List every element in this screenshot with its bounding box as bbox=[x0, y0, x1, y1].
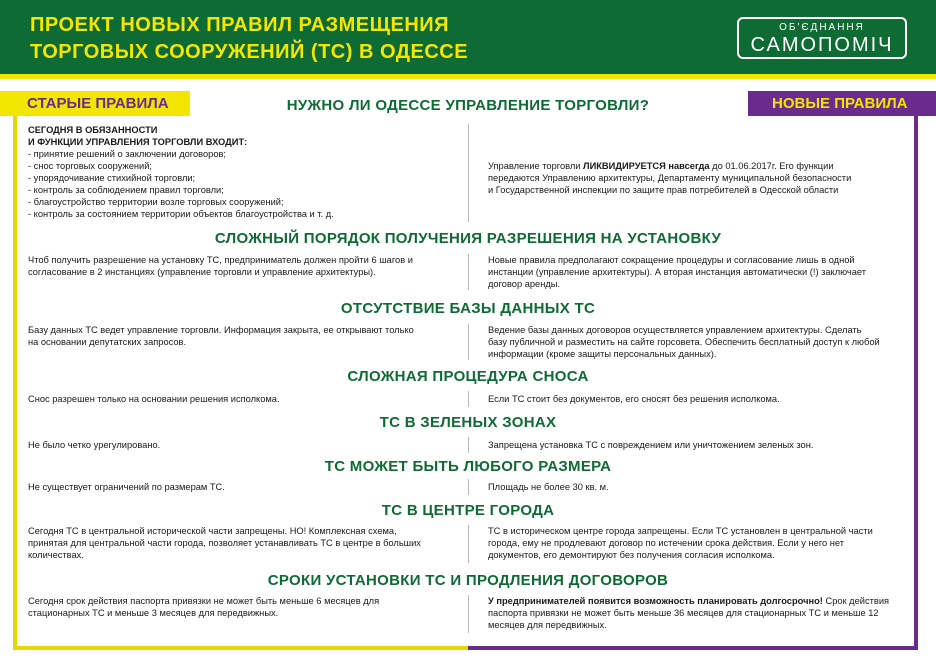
new-text-line: месяцев для передвижных. bbox=[488, 620, 607, 630]
old-text-line: согласование в 2 инстанциях (управление торговли и управление архитектуры). bbox=[28, 267, 376, 277]
old-text-line: принятая для центральной части города, позволяет устанавливать ТС в центре в больших bbox=[28, 538, 421, 548]
new-text-line: города, ему не продлевают договор по истечении срока действия. Если у него нет bbox=[488, 538, 845, 548]
old-list-item: - принятие решений о заключении договоров; bbox=[28, 149, 227, 159]
new-text-pre: Управление торговли bbox=[488, 161, 584, 171]
new-text-post: до 01.06.2017г. Его функции bbox=[709, 161, 834, 171]
header-yellow-stripe bbox=[0, 74, 936, 79]
new-text-line: Ведение базы данных договоров осуществляется управлением архитектуры. Сделать bbox=[488, 325, 862, 335]
new-text-bold: У предпринимателей появится возможность планировать долгосрочно! bbox=[488, 596, 823, 606]
old-list-item: - благоустройство территории возле торговых сооружений; bbox=[28, 197, 284, 207]
new-text-line: передаются Управлению архитектуры, Департаменту муниципальной безопасности bbox=[488, 173, 852, 183]
new-text-line: паспорта привязки не может быть меньше 36 месяцев для стационарных ТС и меньше 12 bbox=[488, 608, 879, 618]
column-divider bbox=[468, 124, 469, 222]
section-new-text bbox=[488, 595, 906, 631]
new-text-line: Новые правила предполагают сокращение процедуры и согласование лишь в одной bbox=[488, 255, 855, 265]
samopomich-logo bbox=[737, 17, 907, 59]
new-text-line: и Государственной инспекции по защите прав потребителей в Одесской области bbox=[488, 185, 839, 195]
old-list-item: - контроль за соблюдением правил торговли; bbox=[28, 185, 224, 195]
new-text-line: Если ТС стоит без документов, его сносят без решения исполкома. bbox=[488, 394, 780, 404]
new-text-line: Запрещена установка ТС с повреждением или уничтожением зеленых зон. bbox=[488, 440, 814, 450]
old-title-line: СЕГОДНЯ В ОБЯЗАННОСТИ bbox=[28, 125, 158, 135]
section-heading: ТС МОЖЕТ БЫТЬ ЛЮБОГО РАЗМЕРА bbox=[324, 458, 612, 475]
old-list-item: - контроль за состоянием территории объектов благоустройства и т. д. bbox=[28, 209, 334, 219]
section-heading: СРОКИ УСТАНОВКИ ТС И ПРОДЛЕНИЯ ДОГОВОРОВ bbox=[267, 572, 669, 589]
section-old-text bbox=[28, 439, 458, 451]
old-text-line: Не было четко урегулировано. bbox=[28, 440, 161, 450]
old-title-line: И ФУНКЦИИ УПРАВЛЕНИЯ ТОРГОВЛИ ВХОДИТ: bbox=[28, 137, 248, 147]
new-text-line: ТС в историческом центре города запрещены. Если ТС установлен в центральной части bbox=[488, 526, 873, 536]
new-text-line: базу публичной и разместить на сайте горсовета. Обеспечить бесплатный доступ к любой bbox=[488, 337, 880, 347]
section-old-text bbox=[28, 324, 458, 348]
new-text-post: Срок действия bbox=[822, 596, 890, 606]
section-heading: ОТСУТСТВИЕ БАЗЫ ДАННЫХ ТС bbox=[340, 300, 596, 317]
new-text-line: Площадь не более 30 кв. м. bbox=[488, 482, 609, 492]
section-heading: СЛОЖНАЯ ПРОЦЕДУРА СНОСА bbox=[347, 368, 589, 385]
old-text-line: Снос разрешен только на основании решения исполкома. bbox=[28, 394, 280, 404]
section-new-text bbox=[488, 324, 906, 360]
old-text-line: Не существует ограничений по размерам ТС. bbox=[28, 482, 225, 492]
new-text-line: информации (кроме защиты персональных данных). bbox=[488, 349, 717, 359]
header-banner bbox=[0, 0, 936, 74]
column-divider bbox=[468, 437, 469, 453]
section-old-text bbox=[28, 595, 458, 619]
page-title bbox=[30, 12, 468, 66]
column-divider bbox=[468, 391, 469, 407]
section-old-text bbox=[28, 124, 458, 220]
column-divider bbox=[468, 324, 469, 360]
new-text-line bbox=[488, 160, 906, 172]
column-divider bbox=[468, 479, 469, 495]
new-text-bold: ЛИКВИДИРУЕТСЯ навсегда bbox=[583, 161, 710, 171]
section-old-text bbox=[28, 481, 458, 493]
column-divider bbox=[468, 254, 469, 290]
column-divider bbox=[468, 525, 469, 563]
new-text-line: договор аренды. bbox=[488, 279, 561, 289]
old-rules-tab: СТАРЫЕ ПРАВИЛА bbox=[0, 91, 190, 116]
new-text-line: документов, его демонтируют без получения согласия исполкома. bbox=[488, 550, 775, 560]
section-new-text bbox=[488, 254, 906, 290]
new-rules-frame-bottom bbox=[468, 646, 918, 650]
old-text-line: Сегодня срок действия паспорта привязки не может быть меньше 6 месяцев для bbox=[28, 596, 380, 606]
new-text-line bbox=[488, 595, 906, 607]
old-text-line: Чтоб получить разрешение на установку ТС, предприниматель должен пройти 6 шагов и bbox=[28, 255, 413, 265]
section-new-text bbox=[488, 393, 906, 405]
section-heading: ТС В ЦЕНТРЕ ГОРОДА bbox=[381, 502, 555, 519]
section-old-text bbox=[28, 525, 458, 561]
old-list-item: - упорядочивание стихийной торговли; bbox=[28, 173, 196, 183]
section-heading: ТС В ЗЕЛЕНЫХ ЗОНАХ bbox=[379, 414, 557, 431]
section-heading: НУЖНО ЛИ ОДЕССЕ УПРАВЛЕНИЕ ТОРГОВЛИ? bbox=[286, 97, 650, 114]
old-text-line: Базу данных ТС ведет управление торговли. Информация закрыта, ее открывают только bbox=[28, 325, 414, 335]
section-new-text bbox=[488, 439, 906, 451]
old-text-line: на основании депутатских запросов. bbox=[28, 337, 187, 347]
logo-big-text: САМОПОМІЧ bbox=[750, 34, 894, 56]
old-rules-frame-bottom bbox=[13, 646, 468, 650]
section-new-text bbox=[488, 481, 906, 493]
new-rules-tab: НОВЫЕ ПРАВИЛА bbox=[748, 91, 936, 116]
old-text-line: стационарных ТС и меньше 3 месяцев для передвижных. bbox=[28, 608, 279, 618]
title-line-1: ПРОЕКТ НОВЫХ ПРАВИЛ РАЗМЕЩЕНИЯ bbox=[30, 14, 450, 36]
old-text-line: количествах. bbox=[28, 550, 84, 560]
logo-small-text: ОБ'ЄДНАННЯ bbox=[779, 22, 865, 33]
section-old-text bbox=[28, 393, 458, 405]
section-new-text bbox=[488, 160, 906, 196]
section-old-text bbox=[28, 254, 458, 278]
column-divider bbox=[468, 595, 469, 633]
title-line-2: ТОРГОВЫХ СООРУЖЕНИЙ (ТС) В ОДЕССЕ bbox=[30, 41, 469, 63]
old-list-item: - снос торговых сооружений; bbox=[28, 161, 152, 171]
section-heading: СЛОЖНЫЙ ПОРЯДОК ПОЛУЧЕНИЯ РАЗРЕШЕНИЯ НА УСТАНОВКУ bbox=[214, 230, 722, 247]
old-text-line: Сегодня ТС в центральной исторической части запрещены. НО! Комплексная схема, bbox=[28, 526, 397, 536]
new-text-line: инстанции (управление архитектуры). А вторая инстанция автоматически (!) заключает bbox=[488, 267, 867, 277]
section-new-text bbox=[488, 525, 906, 561]
